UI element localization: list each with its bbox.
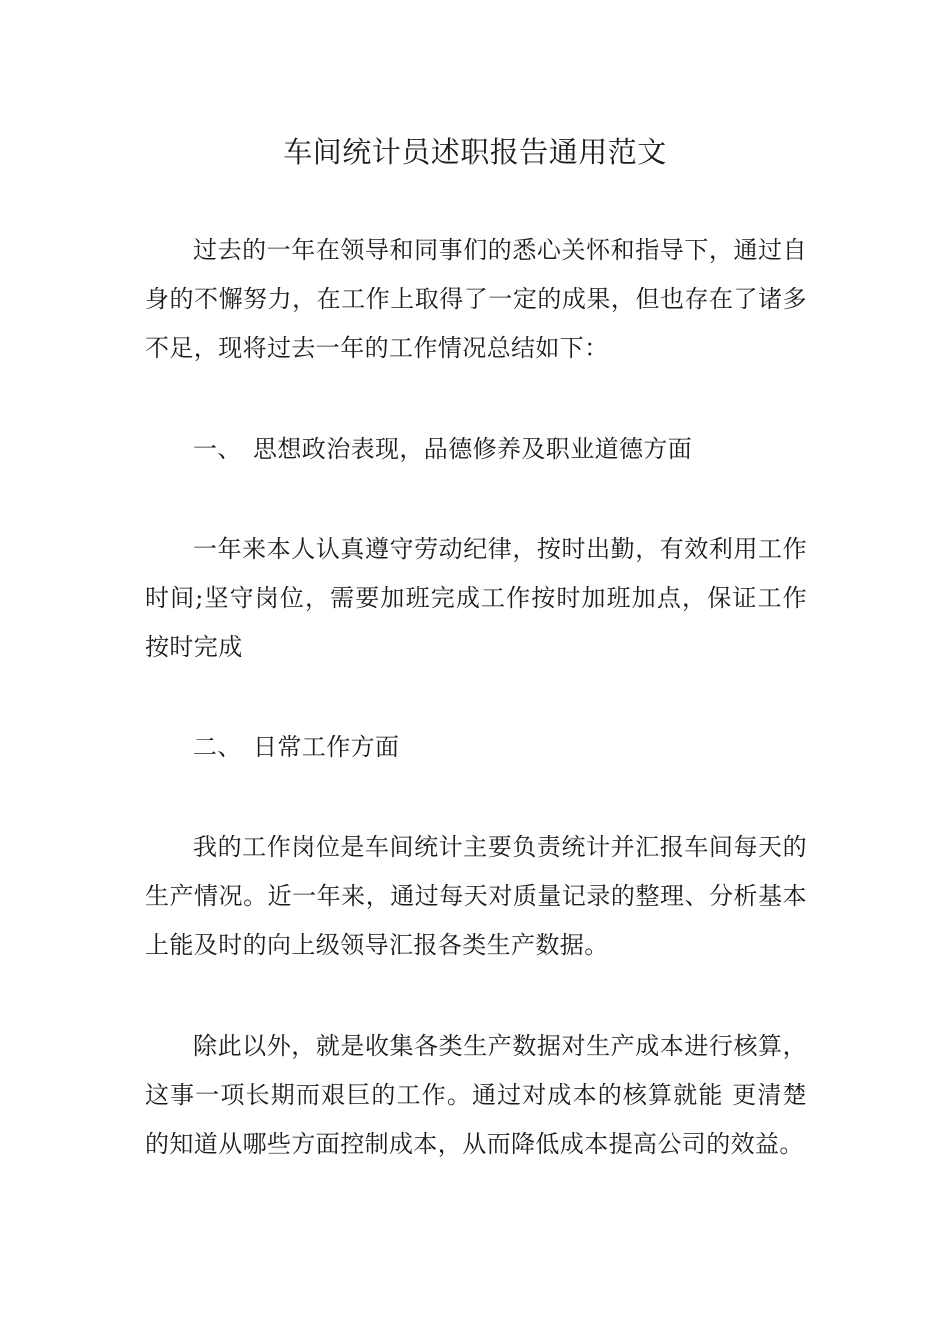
section-2-heading — [193, 723, 807, 772]
section-2-body-1: 我的工作岗位是车间统计主要负责统计并汇报车间每天的生产情况。近一年来，通过每天对质量记录的整理、分析基本上能及时的向上级领导汇报各类生产数据。 — [145, 833, 807, 959]
intro-paragraph: 过去的一年在领导和同事们的悉心关怀和指导下，通过自身的不懈努力，在工作上取得了一定的成果，但也存在了诸多不足，现将过去一年的工作情况总结如下： — [145, 236, 807, 362]
section-2-body-2: 除此以外，就是收集各类生产数据对生产成本进行核算，这事一项长期而艰巨的工作。通过对成本的核算就能 更清楚的知道从哪些方面控制成本，从而降低成本提高公司的效益。 — [145, 1032, 807, 1158]
section-2-title: 日常工作方面 — [253, 733, 400, 761]
section-1-title: 思想政治表现，品德修养及职业道德方面 — [253, 435, 693, 463]
section-2-number: 二、 — [193, 733, 242, 761]
section-1-body: 一年来本人认真遵守劳动纪律，按时出勤，有效利用工作时间;坚守岗位，需要加班完成工作按时加班加点，保证工作按时完成 — [145, 535, 807, 661]
section-1-number: 一、 — [193, 435, 242, 463]
section-1-heading — [193, 425, 807, 474]
document-title: 车间统计员述职报告通用范文 — [283, 135, 667, 169]
